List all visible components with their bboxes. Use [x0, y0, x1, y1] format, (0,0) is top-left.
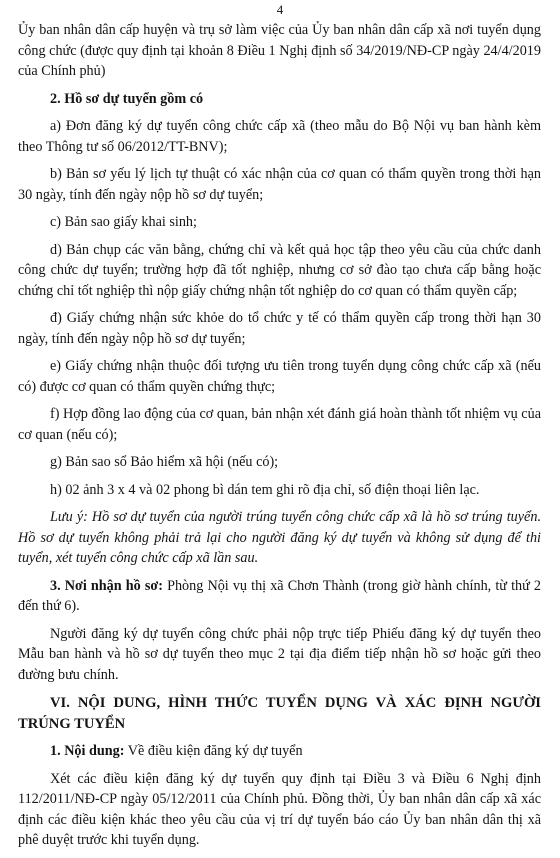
section-6-1-paragraph	[18, 741, 541, 762]
list-item-g: g) Bản sao sổ Bảo hiểm xã hội (nếu có);	[50, 454, 279, 470]
list-item-b: b) Bản sơ yếu lý lịch tự thuật có xác nhận của cơ quan có thẩm quyền trong thời hạn 30 ngày, tính đến ngày nộp hồ sơ dự tuyển;	[18, 166, 541, 203]
note-paragraph: Lưu ý: Hồ sơ dự tuyển của người trúng tuyển công chức cấp xã là hồ sơ trúng tuyển. Hồ sơ dự tuyển không phải trả lại cho người đăng ký dự tuyển và không sử dụng để thi tuyển, xét tuyển công chức cấp xã lần sau.	[18, 509, 541, 566]
section-2-heading: 2. Hồ sơ dự tuyển gồm có	[50, 90, 204, 107]
section-6-1-text: Về điều kiện đăng ký dự tuyển	[124, 743, 303, 759]
section-3-label: 3. Nơi nhận hồ sơ:	[50, 577, 163, 594]
section-6-1-label: 1. Nội dung:	[50, 743, 125, 759]
list-item-h: h) 02 ảnh 3 x 4 và 02 phong bì dán tem ghi rõ địa chỉ, số điện thoại liên lạc.	[50, 481, 480, 498]
intro-paragraph: Ủy ban nhân dân cấp huyện và trụ sở làm việc của Ủy ban nhân dân cấp xã nơi tuyển dụng công chức (được quy định tại khoản 8 Điều 1 Nghị định số 34/2019/NĐ-CP ngày 24/4/2019 của Chính phủ)	[18, 22, 541, 79]
page-number: 4	[276, 2, 284, 17]
document-body	[18, 20, 541, 858]
list-item-c: c) Bản sao giấy khai sinh;	[50, 214, 197, 230]
section-3-paragraph	[18, 576, 541, 617]
list-item-d: d) Bản chụp các văn bằng, chứng chỉ và kết quả học tập theo yêu cầu của chức danh công chức dự tuyển; trường hợp đã tốt nghiệp, nhưng cơ sở đào tạo chưa cấp bằng hoặc chứng chỉ tốt nghiệp thì nộp giấy chứng nhận tốt nghiệp do cơ quan có thẩm quyền cấp;	[18, 241, 541, 299]
section-3-text: Phòng Nội vụ thị xã Chơn Thành (trong giờ hành chính, từ thứ 2 đến thứ 6).	[18, 577, 541, 614]
section-6-heading: VI. NỘI DUNG, HÌNH THỨC TUYỂN DỤNG VÀ XÁC ĐỊNH NGƯỜI TRÚNG TUYỂN	[18, 695, 541, 732]
conditions-paragraph: Xét các điều kiện đăng ký dự tuyển quy định tại Điều 3 và Điều 6 Nghị định 112/2011/NĐ-CP ngày 05/12/2011 của Chính phủ. Đồng thời, Ủy ban nhân dân cấp xã xác định các điều kiện khác theo yêu cầu của vị trí dự tuyển báo cáo Ủy ban nhân dân thị xã phê duyệt trước khi tuyển dụng.	[18, 770, 541, 848]
list-item-e: e) Giấy chứng nhận thuộc đối tượng ưu tiên trong tuyển dụng công chức cấp xã (nếu có) được cơ quan có thẩm quyền chứng thực;	[18, 358, 541, 395]
list-item-dd: đ) Giấy chứng nhận sức khỏe do tổ chức y tế có thẩm quyền cấp trong thời hạn 30 ngày, tính đến ngày nộp hồ sơ dự tuyển;	[18, 310, 541, 347]
list-item-f: f) Hợp đồng lao động của cơ quan, bản nhận xét đánh giá hoàn thành tốt nhiệm vụ của cơ quan (nếu có);	[18, 406, 541, 443]
list-item-a: a) Đơn đăng ký dự tuyển công chức cấp xã (theo mẫu do Bộ Nội vụ ban hành kèm theo Thông tư số 06/2012/TT-BNV);	[18, 118, 541, 155]
submission-paragraph: Người đăng ký dự tuyển công chức phải nộp trực tiếp Phiếu đăng ký dự tuyển theo Mẫu ban hành và hồ sơ dự tuyển theo mục 2 tại địa điểm tiếp nhận hồ sơ hoặc gửi theo đường bưu chính.	[18, 625, 541, 683]
